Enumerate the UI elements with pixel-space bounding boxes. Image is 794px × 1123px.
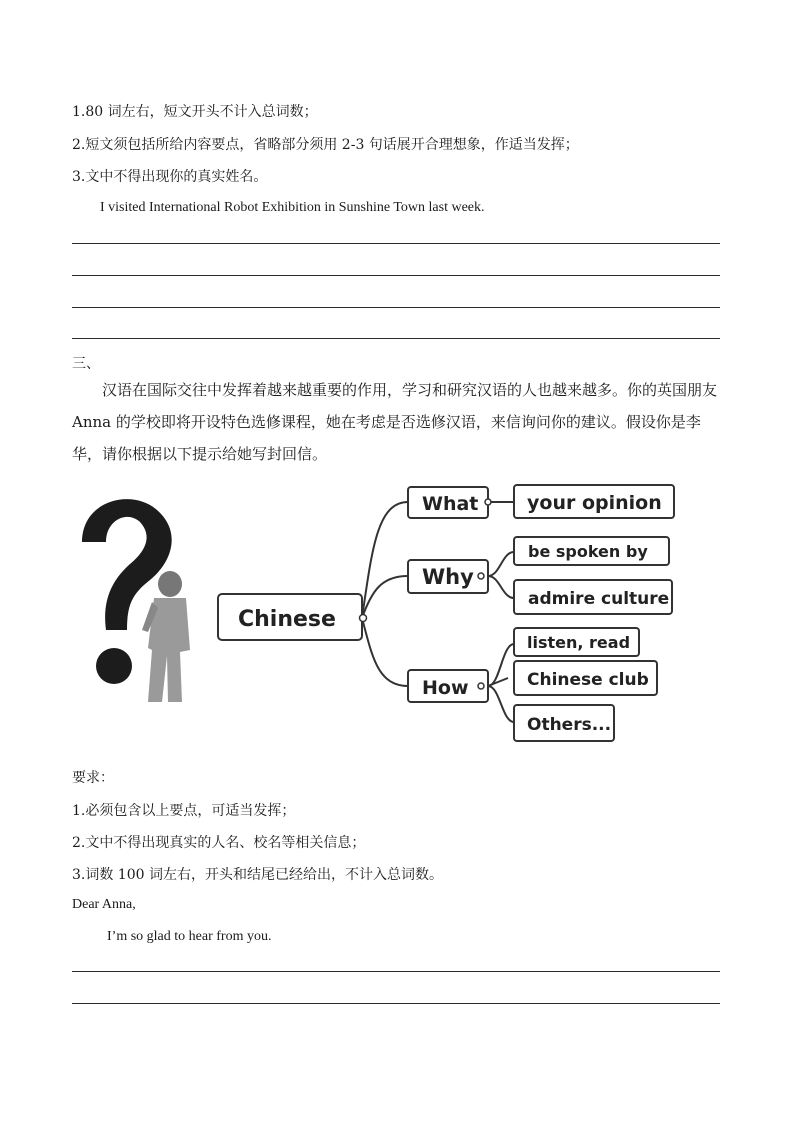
answer-line [72, 971, 720, 972]
how-item-3: Others... [527, 715, 612, 735]
how-label: How [422, 677, 469, 699]
answer-line [72, 307, 720, 308]
salutation: Dear Anna, [72, 897, 136, 912]
requirement-3-2: 2.文中不得出现真实的人名、校名等相关信息； [72, 835, 366, 851]
writing-prompt: 汉语在国际交往中发挥着越来越重要的作用，学习和研究汉语的人也越来越多。你的英国朋友 Anna 的学校即将开设特色选修课程，她在考虑是否选修汉语，来信询问你的建议。假设你是李华，请你根据以下提示给她写封回信。 [72, 381, 718, 463]
answer-line [72, 1003, 720, 1004]
what-label: What [422, 493, 479, 515]
section-heading: 三、 [72, 356, 100, 372]
requirement-3-1: 1.必须包含以上要点，可适当发挥； [72, 803, 296, 819]
node-your-opinion [514, 485, 674, 518]
requirement-3-3: 3.词数 100 词左右，开头和结尾已经给出，不计入总词数。 [72, 867, 443, 883]
node-chinese-club [514, 661, 657, 695]
how-item-2: Chinese club [527, 670, 649, 690]
answer-line [72, 275, 720, 276]
what-item: your opinion [527, 492, 662, 514]
letter-opening: I’m so glad to hear from you. [107, 929, 272, 944]
why-item-1: be spoken by [528, 542, 648, 561]
question-mark-graphic [82, 499, 190, 702]
essay-starter: I visited International Robot Exhibition in Sunshine Town last week. [100, 200, 485, 215]
why-label: Why [422, 565, 474, 589]
answer-line [72, 338, 720, 339]
node-chinese [218, 594, 367, 640]
requirements-title: 要求： [72, 770, 114, 786]
why-item-2: admire culture [528, 589, 670, 609]
node-listen-read [514, 628, 639, 656]
requirement-1: 1.80 词左右，短文开头不计入总词数； [72, 104, 318, 120]
node-why [408, 560, 488, 593]
node-what [408, 487, 491, 518]
node-be-spoken-by [514, 537, 669, 565]
node-how [408, 670, 488, 702]
center-label: Chinese [238, 607, 336, 632]
requirement-3: 3.文中不得出现你的真实姓名。 [72, 169, 268, 185]
how-item-1: listen, read [527, 633, 631, 652]
node-others [514, 705, 614, 741]
node-admire-culture [514, 580, 672, 614]
mind-map-figure [72, 480, 692, 750]
answer-line [72, 243, 720, 244]
requirement-2: 2.短文须包括所给内容要点，省略部分须用 2-3 句话展开合理想象，作适当发挥； [72, 137, 579, 153]
